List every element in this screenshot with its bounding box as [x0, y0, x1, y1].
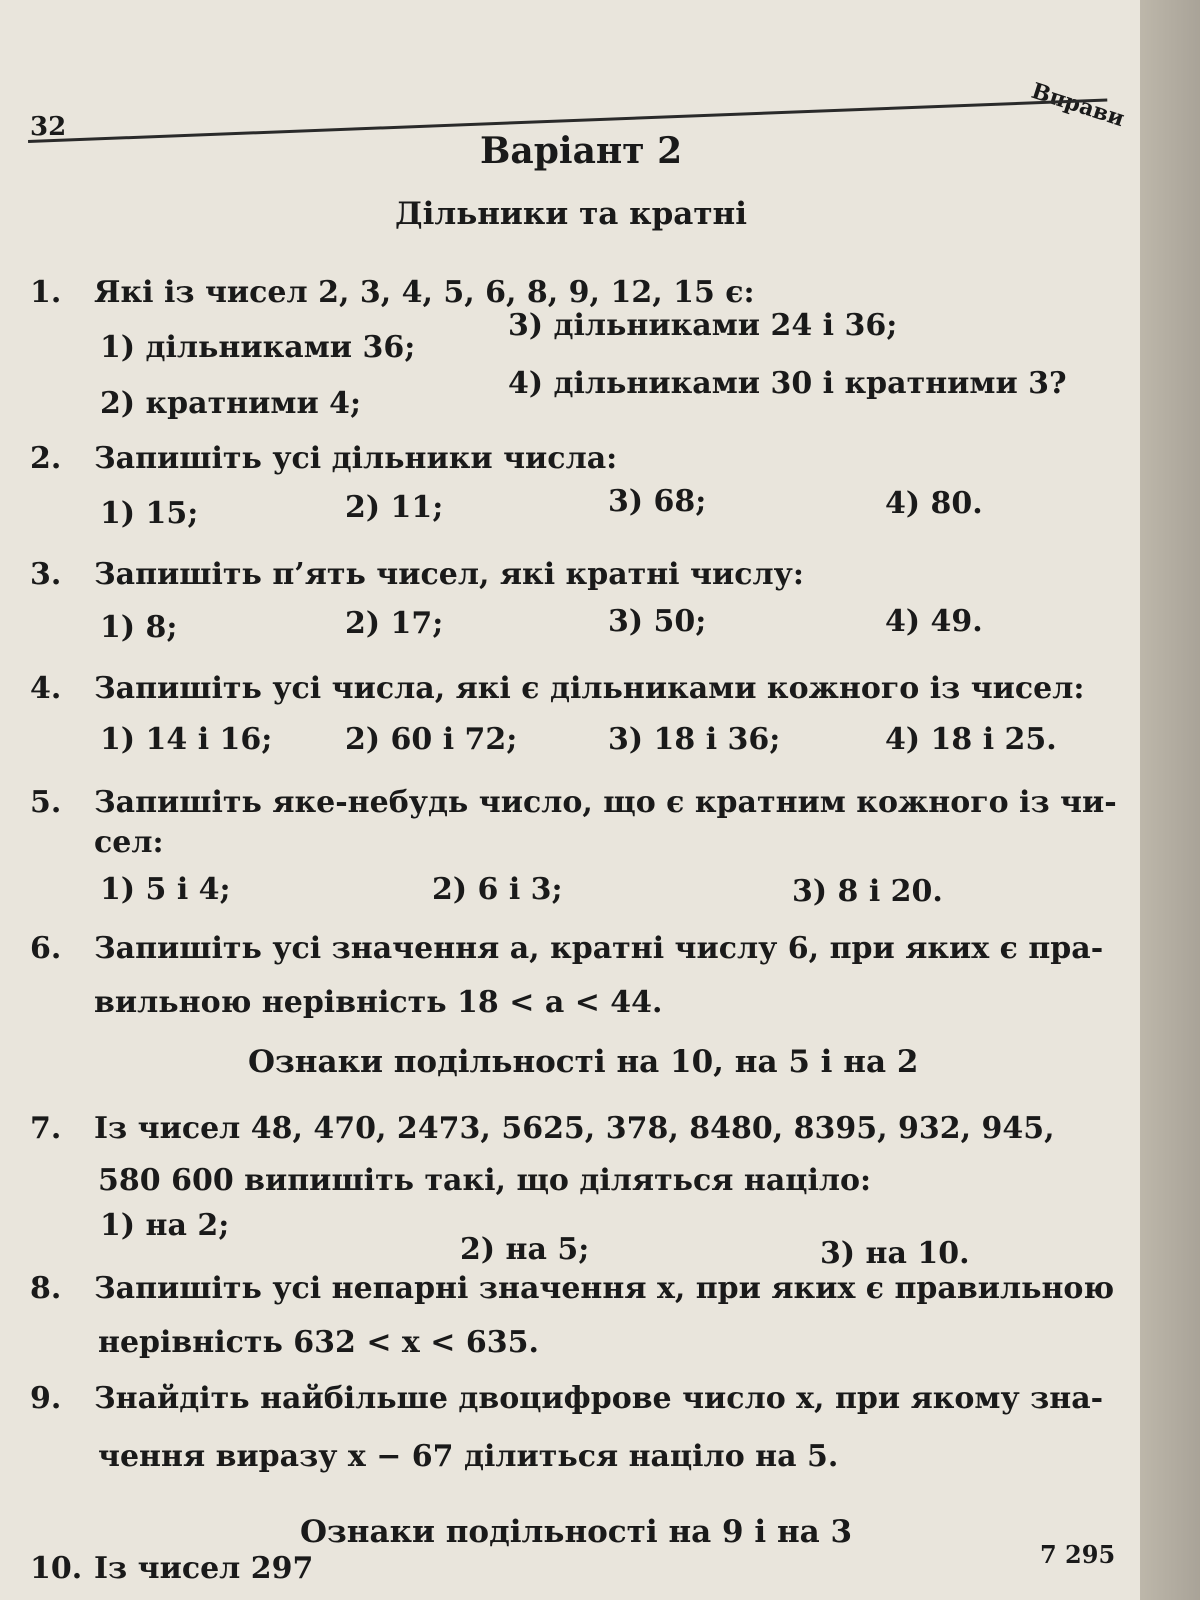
task-4-option-2: 2) 60 і 72; [345, 722, 518, 757]
task-2-option-1: 1) 15; [100, 496, 199, 531]
variant-title: Варіант 2 [480, 130, 683, 172]
task-3 [30, 554, 804, 596]
task-text: Які із чисел 2, 3, 4, 5, 6, 8, 9, 12, 15 є: [94, 275, 755, 310]
task-5-option-2: 2) 6 і 3; [432, 872, 563, 907]
task-2 [30, 438, 617, 480]
task-7 [30, 1108, 1055, 1150]
task-1-option-2: 2) кратними 4; [100, 386, 362, 421]
task-8 [30, 1268, 1114, 1310]
task-2-option-4: 4) 80. [885, 486, 983, 521]
task-8-continuation: нерівність 632 < x < 635. [98, 1325, 539, 1360]
task-text: Запишіть усі значення a, кратні числу 6, при яких є пра- [94, 931, 1104, 966]
task-7-continuation: 580 600 випишіть такі, що діляться націло: [98, 1163, 872, 1198]
task-number: 3. [30, 557, 62, 592]
task-7-option-3: 3) на 10. [820, 1236, 970, 1271]
task-text: Запишіть п’ять чисел, які кратні числу: [94, 557, 804, 592]
task-number: 5. [30, 785, 62, 820]
task-5-option-1: 1) 5 і 4; [100, 872, 231, 907]
section-title-divisors: Дільники та кратні [395, 196, 748, 232]
running-head: Вправи [1028, 77, 1128, 133]
section-title-divisibility-9-3: Ознаки подільності на 9 і на 3 [300, 1514, 853, 1550]
task-text: Запишіть усі непарні значення x, при яких є правильною [94, 1271, 1115, 1306]
task-text: Запишіть усі дільники числа: [94, 441, 618, 476]
task-number: 10. [30, 1551, 83, 1586]
task-4-option-4: 4) 18 і 25. [885, 722, 1057, 757]
task-number: 2. [30, 441, 62, 476]
task-number: 8. [30, 1271, 62, 1306]
task-3-option-3: 3) 50; [608, 604, 707, 639]
task-5-continuation: сел: [94, 825, 164, 860]
task-4-option-3: 3) 18 і 36; [608, 722, 781, 757]
task-6-continuation: вильною нерівність 18 < a < 44. [94, 985, 663, 1020]
task-number: 6. [30, 931, 62, 966]
task-text: Запишіть усі числа, які є дільниками кожного із чисел: [94, 671, 1085, 706]
task-text: Із чисел 48, 470, 2473, 5625, 378, 8480, 8395, 932, 945, [94, 1111, 1055, 1146]
task-2-option-2: 2) 11; [345, 490, 444, 525]
task-4 [30, 668, 1084, 710]
task-3-option-1: 1) 8; [100, 610, 178, 645]
task-5 [30, 782, 1117, 824]
section-title-divisibility-10-5-2: Ознаки подільності на 10, на 5 і на 2 [248, 1044, 919, 1080]
task-2-option-3: 3) 68; [608, 484, 707, 519]
task-10 [30, 1548, 313, 1590]
task-10-tail: 7 295 [1040, 1540, 1116, 1569]
task-1-option-3: 3) дільниками 24 і 36; [508, 308, 898, 343]
task-5-option-3: 3) 8 і 20. [792, 874, 943, 909]
task-text: Знайдіть найбільше двоцифрове число x, при якому зна- [94, 1381, 1104, 1416]
task-6 [30, 928, 1103, 970]
task-number: 7. [30, 1111, 62, 1146]
task-9-continuation: чення виразу x − 67 ділиться націло на 5. [98, 1439, 839, 1474]
task-7-option-2: 2) на 5; [460, 1232, 590, 1267]
task-3-option-4: 4) 49. [885, 604, 983, 639]
task-number: 9. [30, 1381, 62, 1416]
book-binding-edge [1140, 0, 1200, 1600]
page-number: 32 [30, 112, 67, 142]
task-text: Запишіть яке-небудь число, що є кратним кожного із чи- [94, 785, 1117, 820]
task-3-option-2: 2) 17; [345, 606, 444, 641]
task-number: 4. [30, 671, 62, 706]
task-1-option-4: 4) дільниками 30 і кратними 3? [508, 366, 1067, 401]
task-1-option-1: 1) дільниками 36; [100, 330, 416, 365]
task-text: Із чисел 297 [94, 1551, 314, 1586]
task-4-option-1: 1) 14 і 16; [100, 722, 273, 757]
task-7-option-1: 1) на 2; [100, 1208, 230, 1243]
task-number: 1. [30, 275, 62, 310]
task-9 [30, 1378, 1103, 1420]
